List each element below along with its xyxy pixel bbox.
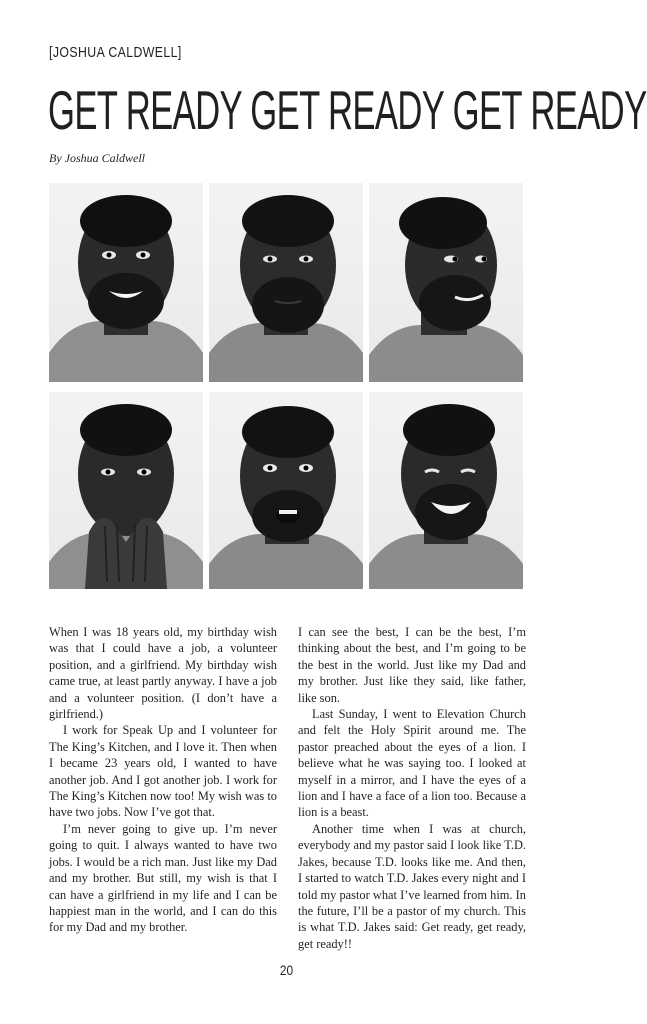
portrait-photo-1 <box>49 183 203 382</box>
article-column-right <box>298 624 526 952</box>
portrait-photo-4 <box>49 392 203 589</box>
page-number: 20 <box>279 962 294 978</box>
article-paragraph: Another time when I was at church, everybody and my pastor said I look like T.D. Jakes, because T.D. looks like me. And then, I started to watch T.D. Jakes every night and I told my pastor what I’ve learned from him. In the future, I’ll be a pastor of my church. This is what T.D. Jakes said: Get ready, get ready, get ready!! <box>298 821 526 951</box>
portrait-photo-6 <box>369 392 523 589</box>
section-kicker: [JOSHUA CALDWELL] <box>49 44 182 61</box>
article-paragraph: I work for Speak Up and I volunteer for The King’s Kitchen, and I love it. Then when I became 23 years old, I wanted to have another job. And I got another job. I work for The King’s Kitchen now too! My wish was to have two jobs. Now I’ve got that. <box>49 723 277 820</box>
article-paragraph: Last Sunday, I went to Elevation Church and felt the Holy Spirit around me. The pastor preached about the eyes of a lion. I believe what he was saying too. I looked at myself in a mirror, and I have the eyes of a lion and I have a face of a lion too. Because a lion is a beast. <box>298 707 526 820</box>
portrait-photo-2 <box>209 183 363 382</box>
article-byline: By Joshua Caldwell <box>49 151 145 165</box>
portrait-photo-5 <box>209 392 363 589</box>
article-paragraph: When I was 18 years old, my birthday wish was that I could have a job, a volunteer position, and a girlfriend. My birthday wish came true, at least partly anyway. I have a job and a volunteer position. (I don’t have a girlfriend.) <box>49 625 277 722</box>
article-column-left <box>49 624 277 936</box>
article-headline: GET READY GET READY GET READY <box>48 79 647 141</box>
article-paragraph: I can see the best, I can be the best, I’m thinking about the best, and I’m going to be the best in the world. Just like my Dad and my brother. Just like they said, like father, like son. <box>298 625 526 705</box>
article-paragraph: I’m never going to give up. I’m never going to quit. I always wanted to have two jobs. I would be a rich man. Just like my Dad and my brother. But still, my wish is that I can have a girlfriend in my life and I can be happiest man in the world, and I can do this for my Dad and my brother. <box>49 821 277 935</box>
portrait-photo-3 <box>369 183 523 382</box>
